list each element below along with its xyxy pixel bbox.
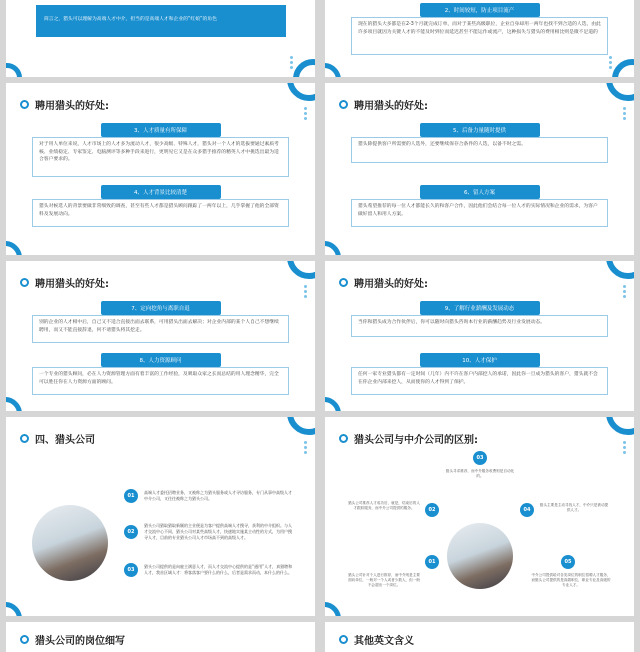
title-bullet-icon [20,100,29,109]
slide-9 [6,622,315,652]
meeting-photo [447,523,513,589]
point-body: 现在的猎头大多都是在2-3个月就完成订单，而对于某些高级职位，企业自身却用一两年也找不到合适的人选，由此许多项目就因为关键人才的不能及时到位而延迟甚至不能运作或流产，这种损失与猎头的费用相比则是微不足道的 [351,17,608,55]
decor-arc [325,63,341,77]
slide-1 [6,0,315,77]
slide-title: 猎头公司的岗位细写 [20,632,125,647]
point-pill: 2、时间较短，防止项目流产 [420,3,540,17]
card-text: 猎头寻求推荐，而中介服务收费则是自动化的。 [445,469,515,479]
point-pill: 8、人力资源顾问 [101,353,221,367]
point-pill: 5、后备力量随时提供 [420,123,540,137]
title-bullet-icon [20,434,29,443]
slide-4 [325,83,634,255]
point-body: 当你和猎头成为合作伙伴后，你可以随时向猎头咨询本行业的薪酬趋势及行业发展动态。 [351,315,608,337]
card-text: 猎头主要是主动寻找人才，中介只是被动提供人才。 [539,503,609,513]
decor-dots [623,441,626,454]
card-number: 03 [473,451,487,465]
point-pill: 3、人才质量有所保障 [101,123,221,137]
decor-dots [304,441,307,454]
card-text: 猎头公司推荐人才成功后，就是，结束后的人才跟踪服务，而中介公司提供的服务。 [348,501,420,511]
slide-title: 聘用猎头的好处: [20,275,109,290]
card-number: 02 [425,503,439,517]
slide-7 [6,417,315,616]
slide-8 [325,417,634,616]
point-pill: 4、人才背景比较清楚 [101,185,221,199]
point-pill: 6、留人方案 [420,185,540,199]
point-body: 任何一家专业猎头都有一定时间（几年）内不许在客户内部挖人的承诺，因此你一旦成为猎头的客户，猎头就不会在你企业内部来挖人，从而使你的人才得到了保护。 [351,367,608,395]
card-number: 01 [425,555,439,569]
decor-dots [304,285,307,298]
slide-title: 其他英文含义 [339,632,414,647]
slide-title: 聘用猎头的好处: [20,97,109,112]
decor-arc [325,241,341,255]
decor-arc [287,417,315,435]
slide-6 [325,261,634,411]
slide-title: 四、猎头公司 [20,431,95,446]
title-bullet-icon [339,100,348,109]
decor-arc [612,59,634,77]
decor-arc [6,602,22,616]
decor-arc [325,397,341,411]
point-body: 别的企业的人才相中后，自己又不适合直接出面去联系，可用猎头出面去解决；对企业内部的某个人自己不想继续聘用，而又不能直接辞退，何不请猎头将其挖走。 [32,315,289,343]
slide-title: 聘用猎头的好处: [339,275,428,290]
decor-dots [609,56,612,69]
title-bullet-icon [339,278,348,287]
card-number: 05 [561,555,575,569]
card-text: 猎头公司针对个人进行推荐，而中介则是主要面向单位，一般对一个人或者少数人，但一般不会超出一个岗位。 [348,573,420,588]
decor-arc [606,261,634,279]
title-bullet-icon [339,434,348,443]
decor-arc [6,241,22,255]
list-item: 02 猎头公司猎取猎取新颖的主业便是为客户提供高端人才搜寻，获利的中介组织。与人才交流中心不同，猎头公司对某些高级人才，快速地实施某主动性的方式，为用户搜寻人才，目前的专业猎头公司人才市场高不到的高级人才。 [124,523,294,541]
decor-arc [606,83,634,101]
decor-arc [287,83,315,101]
decor-dots [290,56,293,69]
slide-2 [325,0,634,77]
point-body: 猎头对候选人的背景要做非常细致的调查，甚至有些人才都是猎头顾问跟踪了一两年以上，几乎掌握了他的全部资料及发展动向。 [32,199,289,227]
decor-arc [287,261,315,279]
point-pill: 7、定向挖角与离职自退 [101,301,221,315]
point-body: 一个专业的猎头顾问，必在人力资源管理方面有着丰富的工作经验，及吸取众家之长而总结的用人理念精华，完全可以胜任你在人力资源方面的顾问。 [32,367,289,395]
decor-dots [623,107,626,120]
slide-3 [6,83,315,255]
title-bullet-icon [20,278,29,287]
point-body: 猎头希望推荐的每一位人才都能长久的和客户合作，因此他们会结合每一位人才的实际情况和企业的需求，为客户做好留人和用人方案。 [351,199,608,227]
list-item: 03 猎头公司提供的是向雇主满意人才，而人才交流中心提供的是“通用”人才，真猎聘和人才，我首区域人才：将客落客户要什么的什么，后者是需求而动，本什么的什么。 [124,563,294,577]
decor-arc [6,63,22,77]
decor-arc [325,602,341,616]
card-number: 04 [520,503,534,517]
slide-title: 猎头公司与中介公司的区别: [339,431,478,446]
decor-arc [293,59,315,77]
point-body: 猎头除提供客户所需要的人选外，还要继续保存合条件的人选，以备不时之需。 [351,137,608,163]
decor-dots [623,285,626,298]
slide-10 [325,622,634,652]
point-body: 对于用人单位来说，人才市场上的人才多为流动人才，很少高级、特殊人才，猎头对一个人才的选拔要通过素质考核、业绩稳定、专家鉴定、电脑测评等多种手段来进行，更明见它又是在众多猎手推荐的精英人才中挑选出最为适合客户要求的。 [32,137,289,177]
decor-arc [6,397,22,411]
decor-arc [606,417,634,435]
decor-dots [304,107,307,120]
list-item: 01 高端人才委托招聘业务，又被称之为猎头服务或人才寻访服务，专门从事中高级人才中介公司，又往往被称之为猎头公司。 [124,489,294,503]
point-pill: 9、了解行业薪酬及发展动态 [420,301,540,315]
point-pill: 10、人才保护 [420,353,540,367]
office-photo [32,505,108,581]
slide-5 [6,261,315,411]
card-text: 中介公司提供给对各类岗位的职位招聘人才服务，而猎头公司提供的是高端职位，职业专业及高级的专业人才。 [531,573,611,588]
summary-box: 简言之，猎头可以理解为高端人才中介，担当的是高端人才和企业的“红娘”的角色 [36,5,286,37]
slide-title: 聘用猎头的好处: [339,97,428,112]
